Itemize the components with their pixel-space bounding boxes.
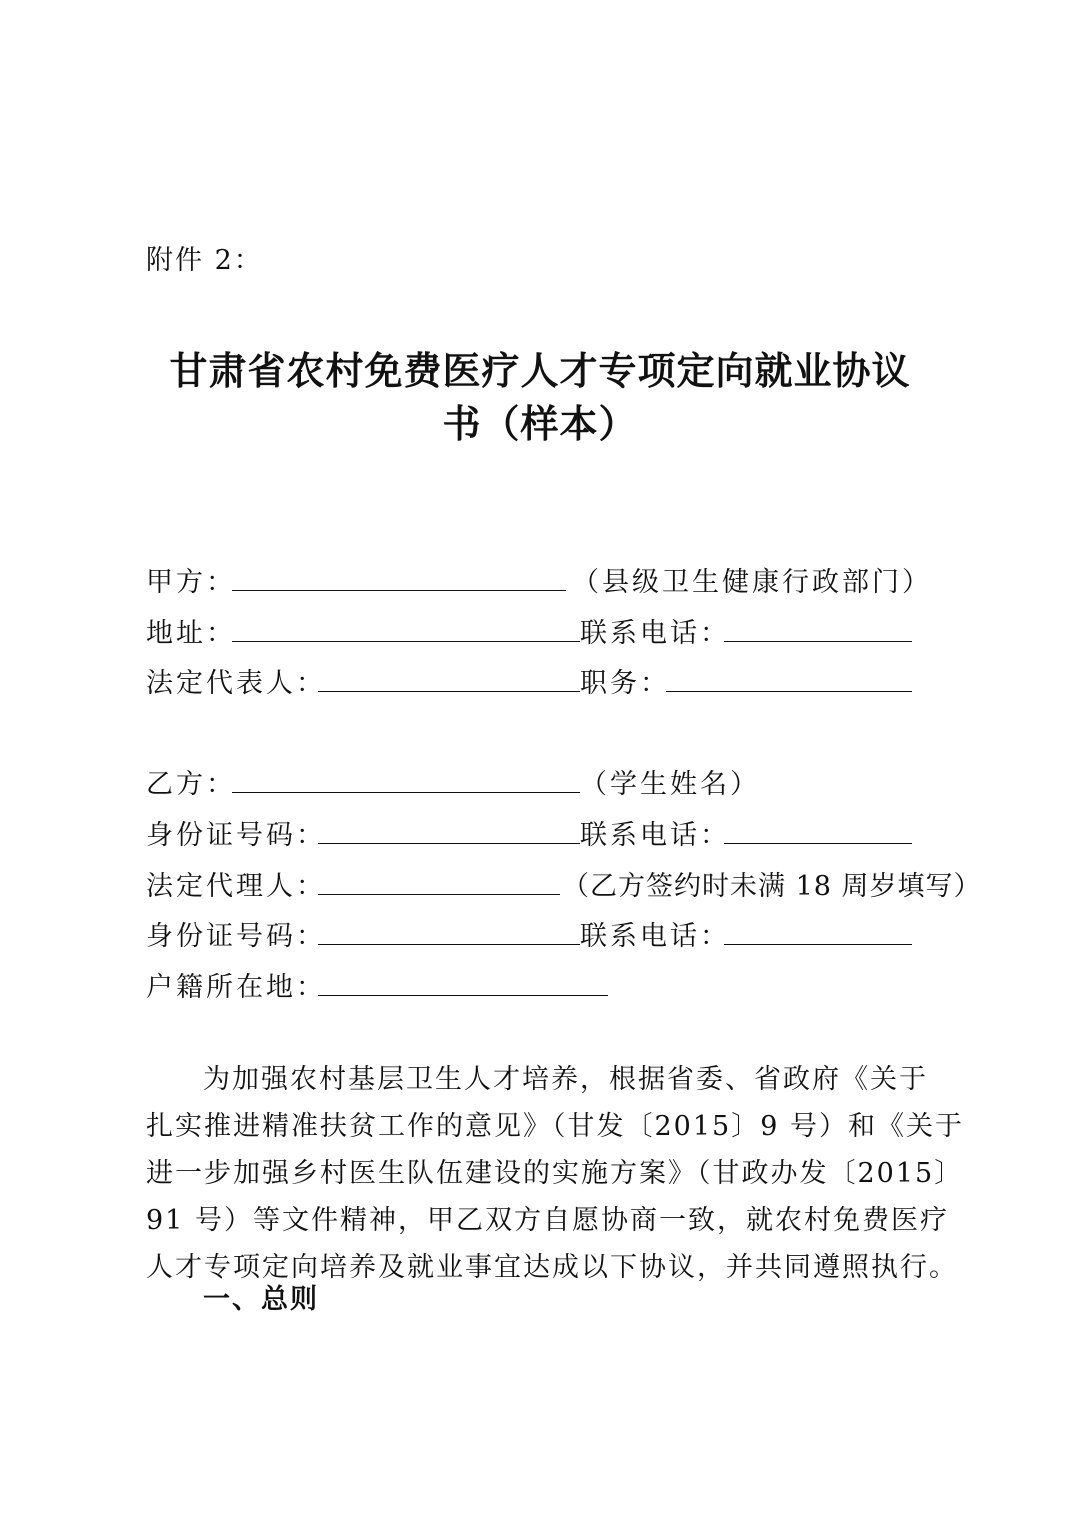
preamble-line: 人才专项定向培养及就业事宜达成以下协议，并共同遵照执行。 (146, 1252, 958, 1283)
guardian-row (146, 864, 982, 902)
party-a-phone-blank[interactable] (724, 641, 912, 642)
party-a-name-blank[interactable] (232, 590, 566, 591)
agreement-preamble (146, 1056, 964, 1291)
party-b-name-blank[interactable] (232, 792, 580, 793)
party-a-phone-label: 联系电话： (580, 618, 730, 649)
party-b-id-label: 身份证号码： (146, 820, 326, 851)
document-title-line-2: 书（样本） (442, 402, 638, 446)
party-a-legal-rep-blank[interactable] (318, 691, 580, 692)
party-b-id-row (146, 813, 946, 851)
party-b-phone-label: 联系电话： (580, 820, 730, 851)
party-a-legal-rep-label: 法定代表人： (146, 668, 326, 699)
attachment-label: 附件 2： (146, 245, 263, 276)
section-heading-general: 一、总则 (203, 1284, 319, 1315)
party-a-address-label: 地址： (146, 618, 236, 649)
party-b-label: 乙方： (146, 769, 236, 800)
party-b-row (146, 762, 946, 800)
party-b-note: （学生姓名） (580, 769, 760, 800)
preamble-line: 91 号）等文件精神，甲乙双方自愿协商一致，就农村免费医疗 (146, 1205, 949, 1236)
party-a-rep-row (146, 661, 946, 699)
guardian-name-blank[interactable] (318, 894, 560, 895)
hukou-label: 户籍所在地： (146, 972, 326, 1003)
guardian-id-label: 身份证号码： (146, 921, 326, 952)
party-a-label: 甲方： (146, 567, 236, 598)
guardian-note: （乙方签约时未满 18 周岁填写） (562, 871, 982, 902)
party-a-position-blank[interactable] (666, 691, 912, 692)
guardian-phone-blank[interactable] (724, 944, 912, 945)
party-a-address-row (146, 611, 946, 649)
hukou-blank[interactable] (318, 995, 608, 996)
guardian-phone-label: 联系电话： (580, 921, 730, 952)
document-title-line-1: 甘肃省农村免费医疗人才专项定向就业协议 (169, 349, 911, 393)
party-b-id-blank[interactable] (318, 843, 580, 844)
party-b-phone-blank[interactable] (724, 843, 912, 844)
hukou-row (146, 965, 946, 1003)
guardian-id-row (146, 914, 946, 952)
party-a-position-label: 职务： (580, 668, 670, 699)
guardian-label: 法定代理人： (146, 871, 326, 902)
preamble-line: 扎实推进精准扶贫工作的意见》（甘发〔2015〕9 号）和《关于 (146, 1111, 964, 1142)
preamble-line: 为加强农村基层卫生人才培养，根据省委、省政府《关于 (203, 1064, 928, 1095)
preamble-line: 进一步加强乡村医生队伍建设的实施方案》（甘政办发〔2015〕 (146, 1158, 964, 1189)
party-a-row (146, 560, 946, 598)
party-a-address-blank[interactable] (232, 641, 580, 642)
party-a-note: （县级卫生健康行政部门） (572, 567, 932, 598)
guardian-id-blank[interactable] (318, 944, 580, 945)
